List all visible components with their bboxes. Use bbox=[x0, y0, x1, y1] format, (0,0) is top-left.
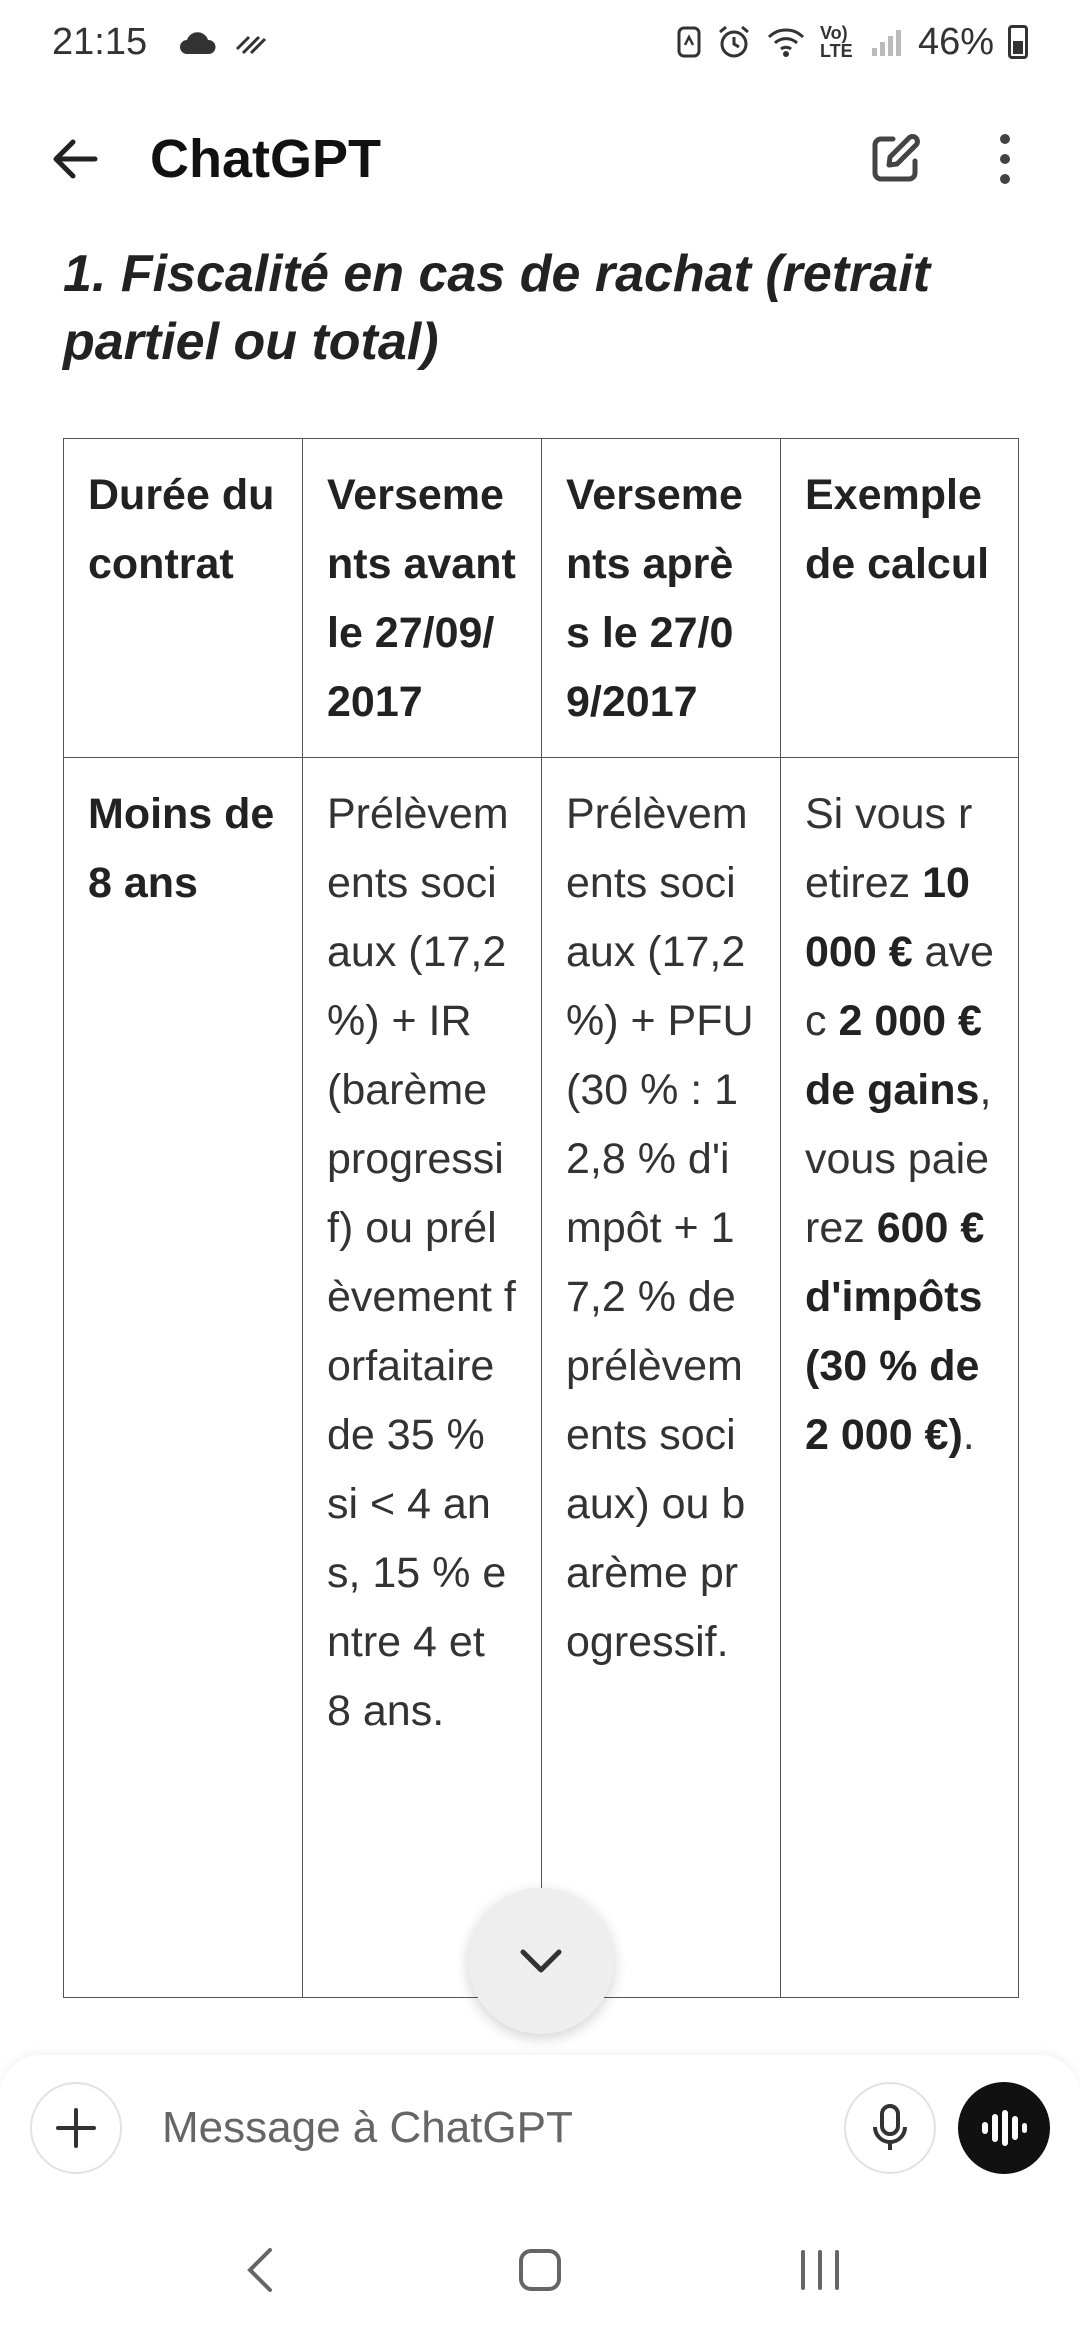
nav-recents-button[interactable] bbox=[770, 2220, 870, 2320]
edit-icon bbox=[867, 131, 923, 187]
table-cell-after: Prélèvements sociaux (17,2 %) + PFU (30 % : 12,8 % d'impôt + 17,2 % de prélèvements sociaux) ou barème progressif. bbox=[542, 758, 781, 1998]
plus-icon bbox=[54, 2106, 98, 2150]
nfc-icon bbox=[676, 25, 702, 59]
example-text: avec bbox=[805, 928, 994, 1045]
nav-back-button[interactable] bbox=[210, 2220, 310, 2320]
table-header: Durée du contrat bbox=[64, 439, 303, 758]
nav-home-icon bbox=[516, 2246, 564, 2294]
chat-content[interactable] bbox=[0, 234, 1080, 2054]
app-title: ChatGPT bbox=[150, 129, 382, 189]
example-bold: 10 000 € bbox=[805, 859, 970, 976]
table-header: Exemple de calcul bbox=[781, 439, 1019, 758]
status-time: 21:15 bbox=[52, 20, 148, 63]
battery-icon bbox=[1008, 25, 1028, 59]
table-header: Versements après le 27/09/2017 bbox=[542, 439, 781, 758]
nav-recents-icon bbox=[795, 2248, 845, 2292]
voice-mode-button[interactable] bbox=[958, 2082, 1050, 2174]
back-button[interactable] bbox=[40, 124, 110, 194]
cloud-icon bbox=[177, 28, 217, 56]
new-chat-button[interactable] bbox=[860, 124, 930, 194]
message-input[interactable] bbox=[162, 2103, 844, 2153]
wifi-icon bbox=[766, 26, 806, 58]
tax-table bbox=[63, 438, 1018, 1998]
status-bar bbox=[0, 0, 1080, 84]
system-nav-bar bbox=[0, 2200, 1080, 2340]
volte-icon: Vo) LTE bbox=[819, 23, 853, 61]
scroll-down-button[interactable] bbox=[468, 1888, 614, 2034]
table-header: Versements avant le 27/09/2017 bbox=[303, 439, 542, 758]
alarm-icon bbox=[716, 24, 752, 60]
arrow-left-icon bbox=[47, 131, 103, 187]
battery-percent: 46% bbox=[917, 20, 994, 63]
table-cell-example bbox=[781, 758, 1019, 1998]
voice-wave-icon bbox=[979, 2108, 1029, 2148]
signal-icon bbox=[870, 26, 904, 58]
table-row bbox=[64, 758, 1019, 1998]
attach-button[interactable] bbox=[30, 2082, 122, 2174]
app-header bbox=[0, 84, 1080, 234]
example-bold: 2 000 € de gains bbox=[805, 997, 982, 1114]
section-title: 1. Fiscalité en cas de rachat (retrait partiel ou total) bbox=[63, 245, 931, 371]
mic-icon bbox=[870, 2103, 910, 2153]
example-text: Si vous retirez bbox=[805, 790, 973, 907]
table-cell-before: Prélèvements sociaux (17,2 %) + IR (barème progressif) ou prélèvement forfaitaire de 35 % si < 4 ans, 15 % entre 4 et 8 ans. bbox=[303, 758, 542, 1998]
nav-back-icon bbox=[240, 2245, 280, 2295]
example-text: . bbox=[962, 1411, 975, 1459]
more-options-button[interactable] bbox=[970, 124, 1040, 194]
message-composer bbox=[0, 2055, 1080, 2200]
nav-home-button[interactable] bbox=[490, 2220, 590, 2320]
chevron-down-icon bbox=[518, 1946, 564, 1976]
example-bold: 600 € d'impôts (30 % de 2 000 €) bbox=[805, 1204, 985, 1459]
table-cell-duration: Moins de 8 ans bbox=[64, 758, 303, 1998]
table-header-row bbox=[64, 439, 1019, 758]
example-text: , vous paierez bbox=[805, 1066, 992, 1252]
data-saver-icon bbox=[231, 27, 271, 57]
more-vert-icon bbox=[995, 131, 1015, 187]
dictate-button[interactable] bbox=[844, 2082, 936, 2174]
